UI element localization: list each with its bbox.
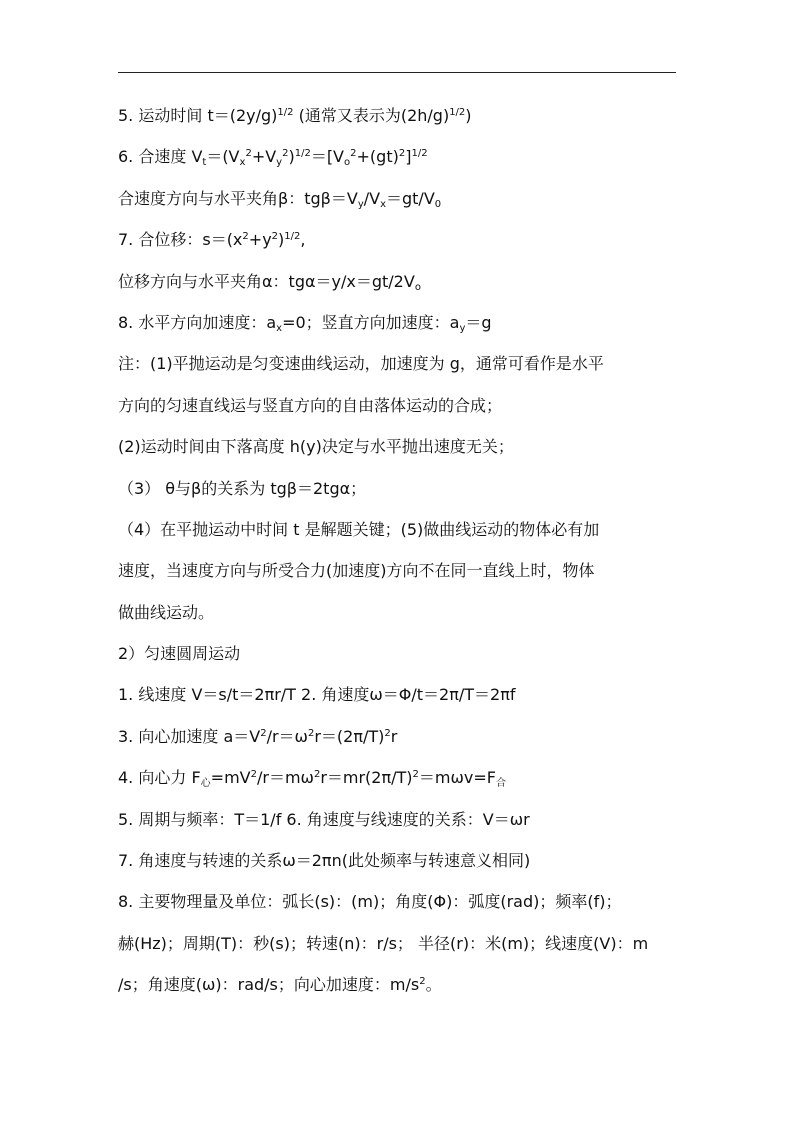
text-segment: (2)运动时间由下落高度 h(y)决定与水平抛出速度无关； [118,437,514,457]
superscript: 1/2 [294,148,311,160]
superscript: 2 [313,769,321,781]
text-segment: r＝mr(2π/T) [320,768,413,788]
text-line [118,845,678,886]
subscript: y [459,322,466,334]
text-line [118,804,678,845]
subscript: x [380,198,386,210]
text-segment: ＝[V [310,147,345,167]
subscript: y [357,198,364,210]
subscript: x [239,157,246,169]
text-segment: （4）在平抛运动中时间 t 是解题关键；(5)做曲线运动的物体必有加 [118,519,600,539]
text-segment: r＝(2π/T) [314,726,385,746]
text-segment: =mV [210,768,251,788]
document-body [118,100,678,1011]
subscript: t [202,157,207,169]
subscript: 合 [495,778,506,790]
text-segment: 4. 向心力 F [118,768,201,788]
subscript: o [414,281,421,293]
text-segment: 5. 周期与频率：T＝1/f 6. 角速度与线速度的关系：V＝ωr [118,809,530,829]
text-segment: , [300,230,306,250]
text-segment: /s；角速度(ω)：rad/s；向心加速度：m/s [118,975,420,995]
superscript: 1/2 [284,231,301,243]
text-line [118,307,678,348]
subscript: o [344,157,351,169]
text-segment: ＝mωv=F [418,768,496,788]
text-segment: 速度，当速度方向与所受合力(加速度)方向不在同一直线上时，物体 [118,561,595,581]
subscript: 0 [434,198,442,210]
text-line [118,555,678,596]
subscript: x [276,322,283,334]
superscript: 2 [282,148,289,160]
superscript: 2 [271,231,279,243]
text-line [118,183,678,224]
text-line [118,679,678,720]
text-line [118,638,678,679]
text-line [118,141,678,182]
text-segment: 7. 合位移：s＝(x [118,230,243,250]
superscript: 1/2 [277,107,294,118]
text-line [118,348,678,389]
text-line [118,597,678,638]
superscript: 2 [250,769,257,781]
text-segment: ＝(V [206,147,240,167]
text-line [118,224,678,265]
superscript: 2 [242,231,249,243]
superscript: 1/2 [411,148,428,160]
text-line [118,886,678,927]
text-segment: ＝gt/V [386,188,435,208]
text-line [118,514,678,555]
text-line [118,473,678,514]
text-segment: ) [278,230,285,250]
text-segment: 8. 水平方向加速度：a [118,312,277,332]
superscript: 2 [384,727,391,739]
text-segment: 3. 向心加速度 a＝V [118,726,261,746]
subscript: y [276,157,283,169]
text-line [118,969,678,1010]
text-segment: /V [363,188,381,208]
text-segment: 位移方向与水平夹角α：tgα＝y/x＝gt/2V [118,271,415,291]
text-segment: 方向的匀速直线运与竖直方向的自由落体运动的合成； [118,395,503,415]
text-segment: （3） θ与β的关系为 tgβ＝2tgα； [118,478,367,498]
text-segment: 做曲线运动。 [118,602,215,622]
text-segment: ) [288,147,295,167]
superscript: 2 [419,976,426,988]
superscript: 2 [398,148,406,160]
superscript: 1/2 [449,107,466,118]
text-segment: 注：(1)平抛运动是匀变速曲线运动，加速度为 g，通常可看作是水平 [118,354,604,374]
superscript: 2 [245,148,252,160]
superscript: 2 [307,727,315,739]
text-segment: 2）匀速圆周运动 [118,644,241,664]
text-line [118,721,678,762]
text-line [118,266,678,307]
header-rule [118,72,676,73]
superscript: 2 [350,148,357,160]
text-segment: 5. 运动时间 t＝(2y/g) [118,106,278,125]
text-segment: +y [248,230,272,250]
text-segment: +(gt) [356,147,399,167]
text-line [118,928,678,969]
text-segment: /r＝mω [256,768,314,788]
text-segment: 8. 主要物理量及单位：弧长(s)：(m)；角度(Φ)：弧度(rad)；频率(f)； [118,892,622,912]
text-segment: 。 [425,975,442,995]
text-line [118,762,678,803]
text-segment: +V [251,147,277,167]
text-line [118,431,678,472]
text-segment: 合速度方向与水平夹角β：tgβ＝V [118,188,358,208]
superscript: 2 [412,769,419,781]
text-segment: ) [465,106,472,125]
text-segment: =0；竖直方向加速度：a [282,312,460,332]
text-segment: 6. 合速度 V [118,147,203,167]
text-segment: ] [405,147,412,167]
text-segment: 赫(Hz)；周期(T)：秒(s)；转速(n)：r/s； 半径(r)：米(m)；线速度(V)：m [118,933,649,953]
text-segment: /r＝ω [266,726,308,746]
text-segment: 1. 线速度 V＝s/t＝2πr/T 2. 角速度ω＝Φ/t＝2π/T＝2πf [118,685,516,705]
text-segment: r [390,726,398,746]
superscript: 2 [260,727,267,739]
subscript: 心 [200,778,211,790]
text-segment: ＝g [465,312,492,332]
text-segment: 7. 角速度与转速的关系ω＝2πn(此处频率与转速意义相同) [118,851,531,871]
text-segment: (通常又表示为(2h/g) [293,106,450,125]
text-line [118,390,678,431]
text-line [118,100,678,141]
